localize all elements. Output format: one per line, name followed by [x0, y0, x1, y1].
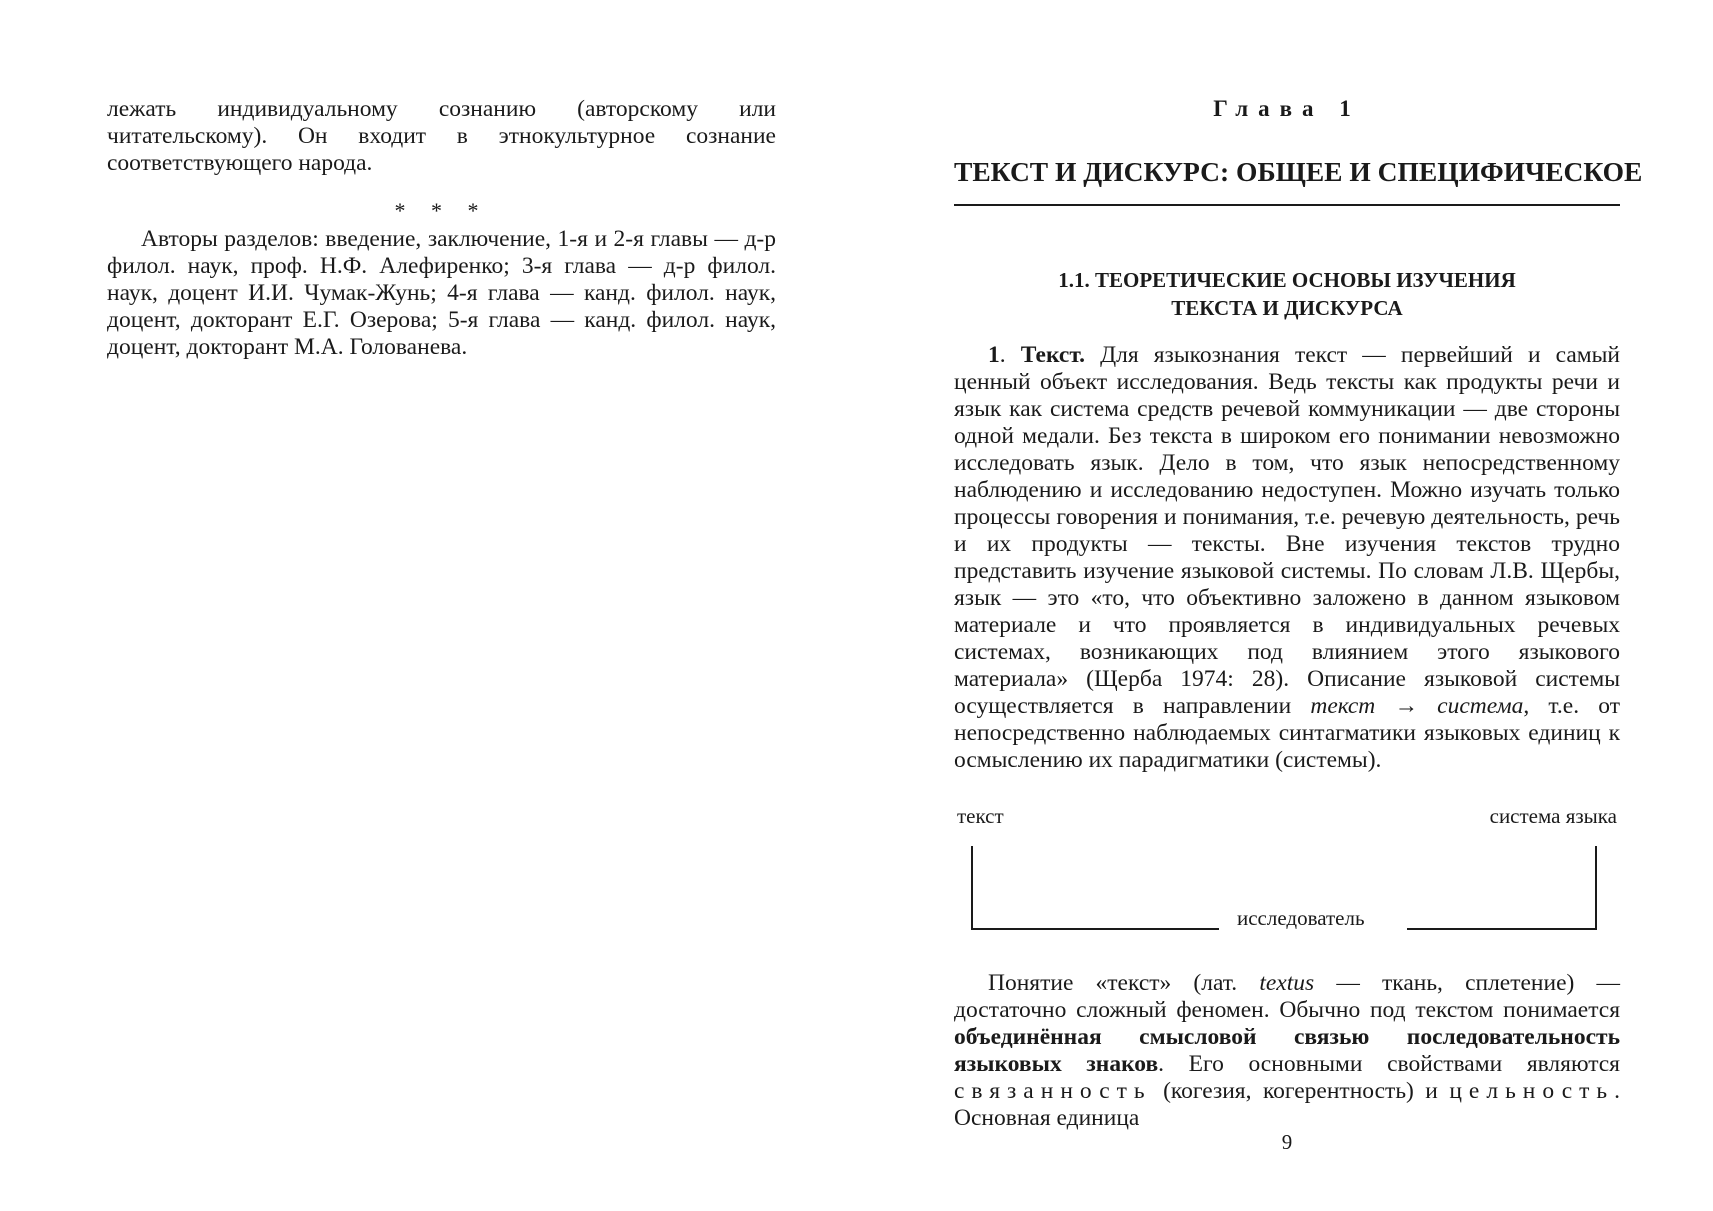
concept-text-d: (когезия, когерентность) и	[1151, 1078, 1450, 1104]
paragraph-number: 1	[988, 342, 1000, 368]
section-title	[954, 266, 1620, 322]
concept-text-b: — ткань, сплетение) — достаточно сложный феномен. Обычно под текстом понимается	[954, 970, 1620, 1023]
concept-text-e: . Основная единица	[954, 1078, 1620, 1131]
section-title-line-1: 1.1. ТЕОРЕТИЧЕСКИЕ ОСНОВЫ ИЗУЧЕНИЯ	[1058, 268, 1516, 292]
concept-text-c: . Его основными свойствами являются	[1158, 1051, 1620, 1077]
right-page	[954, 0, 1643, 1211]
diagram-bottom-line-right	[1407, 928, 1597, 930]
left-top-paragraph: лежать индивидуальному сознанию (авторскому или читательскому). Он входит в этнокультурное сознание соответствующего народа.	[107, 96, 776, 176]
section-separator: * * *	[394, 198, 489, 223]
text-system-diagram	[954, 800, 1620, 940]
section-title-line-2: ТЕКСТА И ДИСКУРСА	[1171, 296, 1403, 320]
paragraph-text-concept	[954, 970, 1620, 1132]
diagram-bottom-line-left	[971, 928, 1219, 930]
paragraph-text-a: Для языкознания текст — первейший и самый ценный объект исследования. Ведь тексты как продукты речи и язык как система средств речевой коммуникации — две стороны одной медали. Без текста в широком его понимании невозможно исследовать язык. Дело в том, что язык непосредственному наблюдению и исследованию недоступен. Можно изучать только процессы говорения и понимания, т.е. речевую деятельность, речь и их продукты — тексты. Вне изучения текстов трудно представить изучение языковой системы. По словам Л.В. Щербы, язык — это «то, что объективно заложено в данном языковом материале и что проявляется в индивидуальных речевых системах, возникающих под влиянием этого языкового материала» (Щерба 1974: 28). Описание языковой системы осуществляется в направлении	[954, 342, 1621, 719]
paragraph-lead: Текст.	[1020, 342, 1085, 368]
diagram-right-bracket	[1595, 846, 1597, 928]
diagram-label-researcher: исследователь	[1237, 906, 1365, 930]
diagram-label-system: система языка	[1489, 804, 1617, 828]
page-number: 9	[1281, 1130, 1293, 1154]
diagram-left-bracket	[971, 846, 973, 928]
paragraph-italic-term: текст → система	[1310, 693, 1524, 719]
concept-bold-definition: объединённая смысловой связью последовательность языковых знаков	[954, 1024, 1620, 1077]
paragraph-text-definition: 1. Текст. Для языкознания текст — первейший и самый ценный объект исследования. Ведь тексты как продукты речи и язык как система средств речевой коммуникации — две стороны одной медали. Без текста в широком его понимании невозможно исследовать язык. Дело в том, что язык непосредственному наблюдению и исследованию недоступен. Можно изучать только процессы говорения и понимания, т.е. речевую деятельность, речь и их продукты — тексты. Вне изучения текстов трудно представить изучение языковой системы. По словам Л.В. Щербы, язык — это «то, что объективно заложено в данном языковом материале и что проявляется в индивидуальных речевых системах, возникающих под влиянием этого языкового материала» (Щерба 1974: 28). Описание языковой системы осуществляется в направлении текст → система, т.е. от непосредственно наблюдаемых синтагматики языковых единиц к осмыслению их парадигматики (системы).	[954, 342, 1621, 773]
concept-spaced-term-2: цельность	[1449, 1078, 1615, 1104]
left-page	[107, 0, 776, 1211]
paragraph-text-b: , т.е. от непосредственно наблюдаемых синтагматики языковых единиц к осмыслению их парадигматики (системы).	[954, 693, 1620, 773]
chapter-label: Глава 1	[1213, 96, 1361, 121]
diagram-label-text: текст	[957, 804, 1004, 828]
chapter-title: ТЕКСТ И ДИСКУРС: ОБЩЕЕ И СПЕЦИФИЧЕСКОЕ	[954, 156, 1643, 187]
title-divider	[954, 204, 1620, 206]
concept-text-a: Понятие «текст» (лат.	[988, 970, 1260, 996]
concept-latin-term: textus	[1259, 970, 1315, 996]
concept-spaced-term-1: связанность	[954, 1078, 1152, 1104]
authors-paragraph: Авторы разделов: введение, заключение, 1-я и 2-я главы — д-р филол. наук, проф. Н.Ф. Алефиренко; 3-я глава — д-р филол. наук, доцент И.И. Чумак-Жунь; 4-я глава — канд. филол. наук, доцент, докторант Е.Г. Озерова; 5-я глава — канд. филол. наук, доцент, докторант М.А. Голованева.	[107, 226, 776, 360]
